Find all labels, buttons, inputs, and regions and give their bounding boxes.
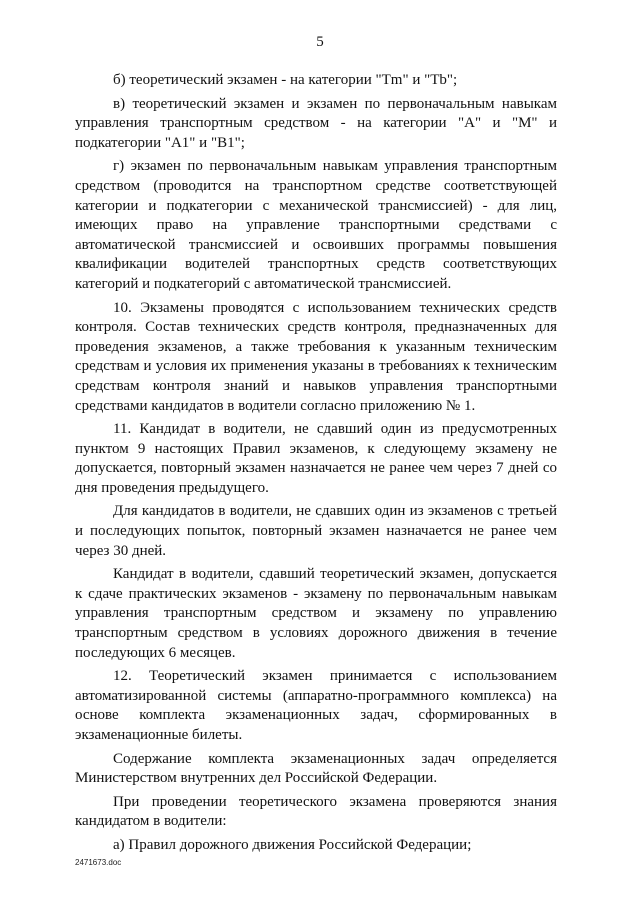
paragraph-third-attempt: Для кандидатов в водители, не сдавших один из экзаменов с третьей и последующих попыток, повторный экзамен назначается не ранее чем через 30 дней. [75, 503, 557, 559]
paragraph-10-technical-means: 10. Экзамены проводятся с использованием технических средств контроля. Состав технических средств контроля, предназначенных для проведения экзаменов, а также требования к указанным техническим средствам и условия их применения указаны в требованиях к техническим средствам контроля знаний и навыков управления транспортными средствами кандидатов в водители согласно приложению № 1. [75, 299, 557, 414]
paragraph-b-theory-exam: б) теоретический экзамен - на категории "Tm" и "Tb"; [113, 72, 458, 88]
document-filename: 2471673.doc [75, 858, 122, 867]
paragraph-11-retake: 11. Кандидат в водители, не сдавший один из предусмотренных пунктом 9 настоящих Правил экзаменов, к следующему экзамену не допускается, повторный экзамен назначается не ранее чем через 7 дней со дня проведения предыдущего. [75, 421, 557, 496]
document-body [75, 71, 557, 860]
paragraph-a-traffic-rules: а) Правил дорожного движения Российской Федерации; [113, 836, 472, 853]
page-number: 5 [316, 34, 324, 50]
paragraph-v-theory-and-skills-exam: в) теоретический экзамен и экзамен по первоначальным навыкам управления транспортным средством - на категории "А" и "М" и подкатегории "А1" и "В1"; [75, 95, 557, 151]
paragraph-12-theory-exam-system: 12. Теоретический экзамен принимается с использованием автоматизированной системы (аппаратно-программного комплекса) на основе комплекта экзаменационных задач, сформированных в экзаменационные билеты. [75, 668, 557, 743]
paragraph-task-set-content: Содержание комплекта экзаменационных задач определяется Министерством внутренних дел Российской Федерации. [75, 750, 557, 787]
paragraph-g-skills-exam-manual: г) экзамен по первоначальным навыкам управления транспортным средством (проводится на транспортном средстве соответствующей категории и подкатегории с механической трансмиссией) - для лиц, имеющих право на управление транспортными средствами с автоматической трансмиссией и освоивших программы повышения квалификации водителей транспортных средств соответствующих категорий и подкатегорий с автоматической трансмиссией. [75, 158, 557, 292]
paragraph-practical-admission: Кандидат в водители, сдавший теоретический экзамен, допускается к сдаче практических экзаменов - экзамену по первоначальным навыкам управления транспортным средством и экзамену по управлению транспортным средством в условиях дорожного движения в течение последующих 6 месяцев. [75, 566, 557, 661]
paragraph-knowledge-checked: При проведении теоретического экзамена проверяются знания кандидатом в водители: [75, 793, 557, 830]
